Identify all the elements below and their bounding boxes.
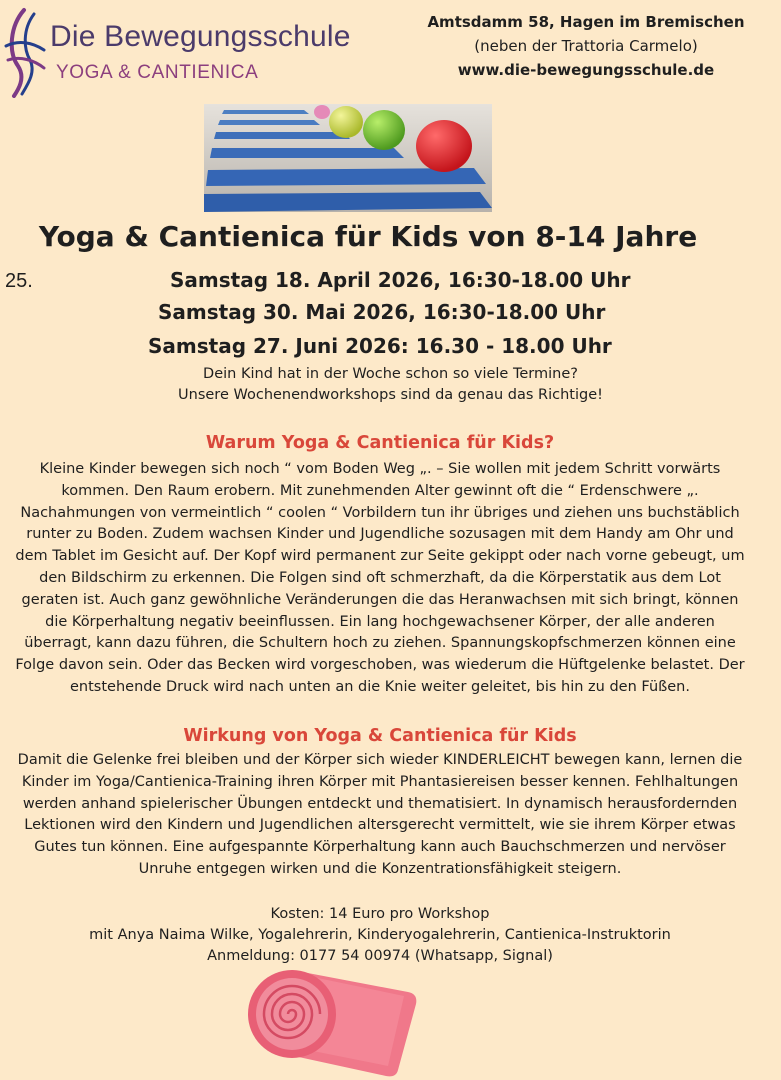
text-line: Damit die Gelenke frei bleiben und der Körper sich wieder KINDERLEICHT bewegen kann, lernen die — [17, 752, 743, 768]
text-line: Unruhe entgegen wirken und die Konzentrationsfähigkeit steigern. — [138, 860, 622, 877]
text-line: Kinder im Yoga/Cantienica-Training ihren Körper mit Phantasiereisen besser kennen. Fehlhaltungen — [21, 773, 739, 790]
rolled-yoga-mat-icon — [248, 952, 420, 1080]
text-line: überragt, kann dazu führen, die Schultern hoch zu ziehen. Spannungskopfschmerzen können eine — [24, 635, 736, 652]
section-body-effect — [0, 750, 760, 881]
stray-number: 25. — [5, 270, 33, 292]
teacher-text: mit Anya Naima Wilke, Yogalehrerin, Kinderyogalehrerin, Cantienica-Instruktorin — [89, 927, 671, 943]
text-line: entstehende Druck wird nach unten an die Knie weiter geleitet, bis hin zu den Füßen. — [70, 678, 690, 695]
text-line: den Bildschirm zu erkennen. Die Folgen sind oft schmerzhaft, da die Körperstatik aus dem Lot — [39, 569, 721, 586]
text-line: werden anhand spielerischer Übungen entdeckt und thematisiert. In dynamisch herausfordernden — [22, 795, 738, 812]
page-title: Yoga & Cantienica für Kids von 8-14 Jahre — [38, 220, 698, 253]
text-line: Lektionen wird den Kindern und Jugendlichen altersgerecht vermittelt, wie sie ihrem Körper etwas — [24, 817, 736, 834]
text-line: Gutes tun können. Eine aufgespannte Körperhaltung kann auch Bauchschmerzen und nervöser — [34, 839, 726, 856]
event-date-1: Samstag 18. April 2026, 16:30-18.00 Uhr — [170, 268, 631, 292]
address-note: (neben der Trattoria Carmelo) — [474, 37, 698, 55]
yoga-mats-balloons-image — [204, 104, 492, 212]
text-line: Kleine Kinder bewegen sich noch “ vom Boden Weg „. – Sie wollen mit jedem Schritt vorwärts — [39, 461, 721, 477]
cost-text: Kosten: 14 Euro pro Workshop — [270, 906, 490, 922]
section-heading-effect: Wirkung von Yoga & Cantienica für Kids — [183, 726, 577, 746]
registration-text: Anmeldung: 0177 54 00974 (Whatsapp, Signal) — [207, 948, 553, 964]
address-street: Amtsdamm 58, Hagen im Bremischen — [427, 13, 745, 31]
text-line: die Körperhaltung negativ beeinflussen. Ein lang hochgewachsener Körper, der alle anderen — [45, 613, 715, 630]
text-line: Folge davon sein. Oder das Becken wird vorgeschoben, was wiederum die Hüftgelenke belastet. Der — [15, 657, 745, 674]
event-date-2: Samstag 30. Mai 2026, 16:30-18.00 Uhr — [158, 300, 606, 324]
text-line: runter zu Boden. Zudem wachsen Kinder und Jugendliche sozusagen mit dem Handy am Ohr und — [26, 526, 734, 543]
event-date-3: Samstag 27. Juni 2026: 16.30 - 18.00 Uhr — [148, 334, 612, 358]
text-line: dem Tablet im Gesicht auf. Der Kopf wird permanent zur Seite gekippt oder nach vorne gebeugt, um — [15, 548, 745, 565]
logo — [4, 6, 364, 98]
logo-subtitle: YOGA & CANTIENICA — [56, 62, 259, 83]
text-line: Nachahmungen von vermeintlich “ coolen “ Vorbildern tun ihr übriges und ziehen uns buchstäblich — [20, 504, 740, 521]
website-link[interactable]: www.die-bewegungsschule.de — [457, 61, 715, 79]
section-heading-why: Warum Yoga & Cantienica für Kids? — [205, 433, 555, 453]
section-body-why — [0, 459, 760, 699]
text-line: geraten ist. Auch ganz gewöhnliche Veränderungen die das Heranwachsen mit sich bringt, können — [21, 591, 739, 608]
text-line: kommen. Den Raum erobern. Mit zunehmenden Alter gewinnt oft die “ Erdenschwere „. — [61, 482, 699, 499]
logo-title: Die Bewegungsschule — [50, 20, 351, 53]
intro-line: Unsere Wochenendworkshops sind da genau das Richtige! — [178, 387, 603, 403]
intro-line: Dein Kind hat in der Woche schon so viele Termine? — [203, 366, 578, 382]
intro-text — [0, 364, 781, 406]
address-block — [418, 10, 754, 82]
logo-mark-icon — [4, 6, 48, 98]
